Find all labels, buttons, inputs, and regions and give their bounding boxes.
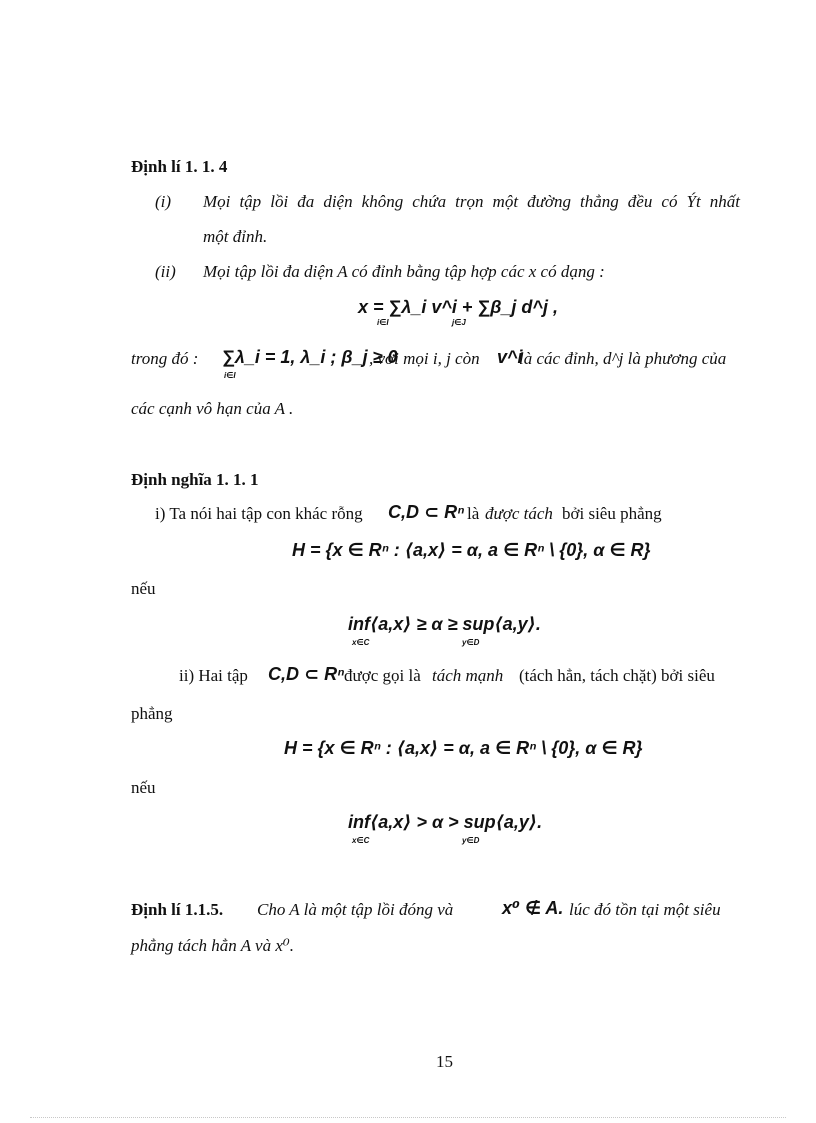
definition-111-heading: Định nghĩa 1. 1. 1 bbox=[131, 470, 259, 489]
part-ii-middle: được gọi là bbox=[344, 666, 421, 685]
part-ii-italic: tách mạnh bbox=[432, 666, 504, 685]
formula-x-sub-j: j∈J bbox=[452, 318, 466, 327]
item-ii-text: Mọi tập lồi đa diện A có đỉnh bằng tập hợp các x có dạng : bbox=[203, 262, 605, 281]
if-2: nếu bbox=[131, 778, 156, 797]
inequality-1: inf⟨a,x⟩ ≥ α ≥ sup⟨a,y⟩. bbox=[348, 614, 541, 634]
theorem-115-text-suffix: lúc đó tồn tại một siêu bbox=[569, 900, 721, 919]
hyperplane-1: H = {x ∈ Rⁿ : ⟨a,x⟩ = α, a ∈ Rⁿ \ {0}, α ∈ R} bbox=[292, 540, 651, 560]
condition-prefix: trong đó : bbox=[131, 349, 199, 368]
page-bottom-border bbox=[30, 1117, 786, 1118]
condition-sub: i∈I bbox=[224, 371, 236, 380]
item-i-line1: Mọi tập lồi đa diện không chứa trọn một đường thẳng đều có Ýt nhất bbox=[203, 192, 740, 211]
part-i-italic: được tách bbox=[485, 504, 553, 523]
theorem-115-formula: x⁰ ∉ A. bbox=[502, 898, 564, 918]
inequality-2-sub-x: x∈C bbox=[352, 836, 370, 845]
inequality-2: inf⟨a,x⟩ > α > sup⟨a,y⟩. bbox=[348, 812, 543, 832]
item-i-line2: một đỉnh. bbox=[203, 227, 268, 246]
formula-x-sub-i: i∈I bbox=[377, 318, 389, 327]
inequality-1-sub-y: y∈D bbox=[462, 638, 480, 647]
theorem-115-line2: phẳng tách hẳn A và x⁰. bbox=[131, 936, 294, 955]
theorem-114-heading: Định lí 1. 1. 4 bbox=[131, 157, 228, 176]
inequality-1-sub-x: x∈C bbox=[352, 638, 370, 647]
hyperplane-2: H = {x ∈ Rⁿ : ⟨a,x⟩ = α, a ∈ Rⁿ \ {0}, α ∈ R} bbox=[284, 738, 643, 758]
theorem-115-text-prefix: Cho A là một tập lồi đóng và bbox=[257, 900, 454, 919]
part-ii-sets: C,D ⊂ Rⁿ bbox=[268, 664, 345, 684]
part-i-middle: là bbox=[467, 504, 480, 523]
part-i-suffix: bởi siêu phẳng bbox=[562, 504, 662, 523]
part-ii-prefix: ii) Hai tập bbox=[179, 666, 248, 685]
condition-vi: v^i bbox=[497, 347, 523, 367]
part-i-sets: C,D ⊂ Rⁿ bbox=[388, 502, 465, 522]
formula-x: x = ∑λ_i v^i + ∑β_j d^j , bbox=[358, 297, 558, 317]
item-ii-label: (ii) bbox=[155, 262, 176, 281]
theorem-115-heading: Định lí 1.1.5. bbox=[131, 900, 224, 919]
condition-formula: ∑λ_i = 1, λ_i ; β_j ≥ 0 bbox=[222, 347, 398, 367]
page-number: 15 bbox=[436, 1052, 453, 1071]
condition-suffix: là các đỉnh, d^j là phương của bbox=[519, 349, 727, 368]
inequality-2-sub-y: y∈D bbox=[462, 836, 480, 845]
condition-middle: , với mọi i, j còn bbox=[369, 349, 480, 368]
part-ii-line2: phẳng bbox=[131, 704, 173, 723]
condition-line2: các cạnh vô hạn của A . bbox=[131, 399, 294, 418]
item-i-label: (i) bbox=[155, 192, 172, 211]
part-ii-suffix: (tách hẳn, tách chặt) bởi siêu bbox=[519, 666, 715, 685]
part-i-prefix: i) Ta nói hai tập con khác rỗng bbox=[155, 504, 363, 523]
if-1: nếu bbox=[131, 579, 156, 598]
